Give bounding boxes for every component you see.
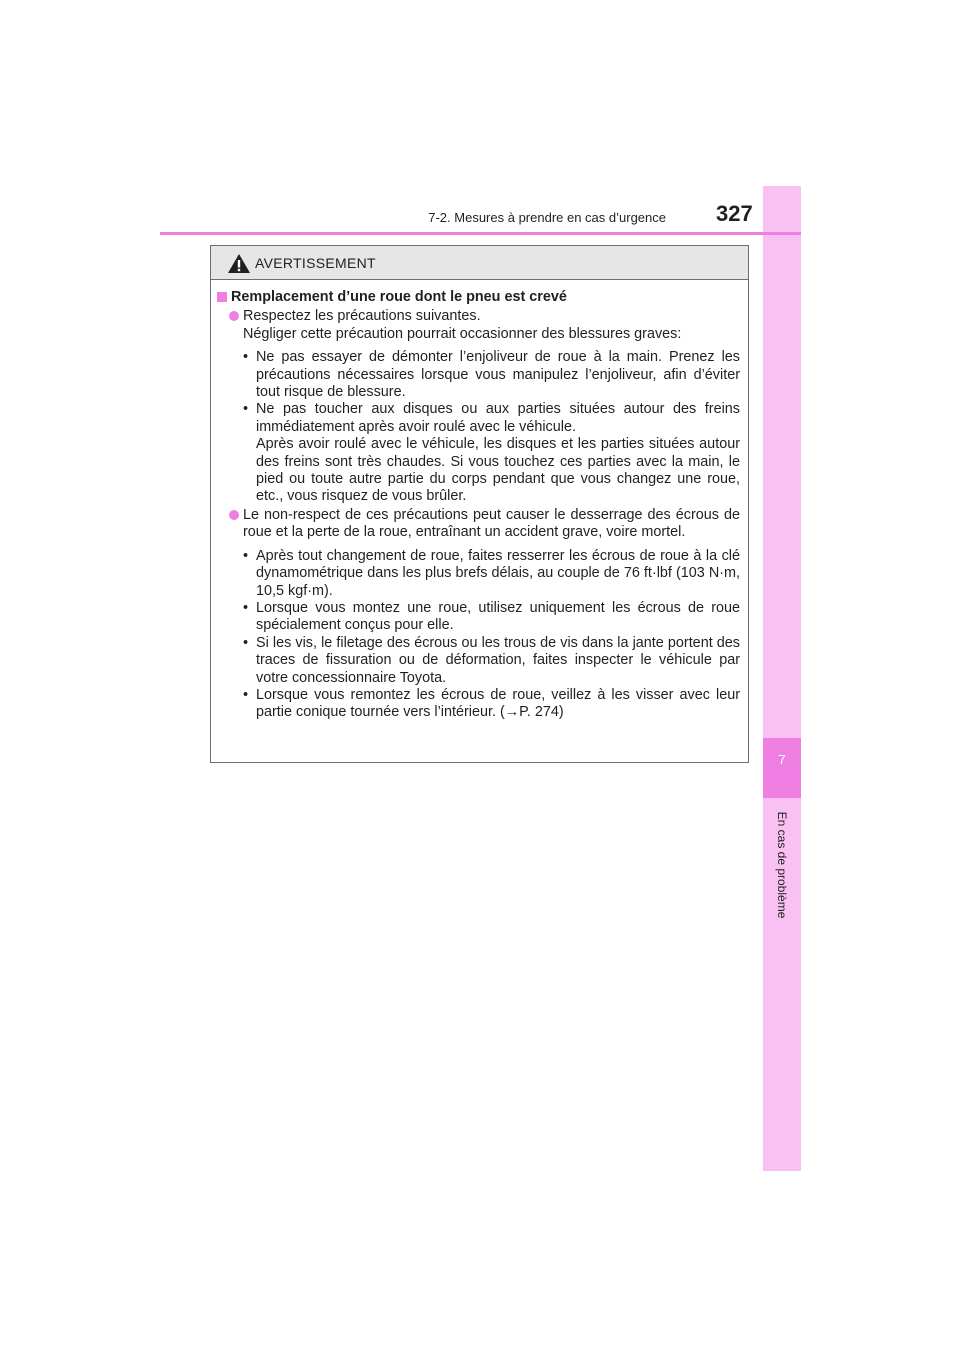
bullet-dot: • — [243, 634, 249, 651]
warning-triangle-icon — [227, 253, 251, 274]
list-item: • Après tout changement de roue, faites resserrer les écrous de roue à la clé dynamométrique dans les plus brefs délais, au couple de 76 ft·lbf (103 N·m, 10,5 kgf·m). — [243, 547, 740, 599]
bullet-list — [217, 349, 740, 506]
list-item-continuation: Après avoir roulé avec le véhicule, les disques et les parties situées autour des freins sont très chaudes. Si vous touchez ces parties avec la main, le pied ou toute autre partie du corps pendant que vous changez une roue, etc., vous risquez de vous brûler. — [256, 436, 740, 505]
bullet-dot: • — [243, 599, 249, 616]
warning-header — [211, 246, 748, 280]
chapter-label: En cas de problème — [775, 811, 789, 919]
warning-heading: Remplacement d’une roue dont le pneu est crevé — [217, 289, 740, 306]
section-title: 7-2. Mesures à prendre en cas d’urgence — [428, 210, 666, 225]
bullet-dot: • — [243, 686, 249, 703]
bullet-dot: • — [243, 401, 249, 418]
list-item: • Lorsque vous remontez les écrous de roue, veillez à les visser avec leur partie conique tournée vers l’intérieur. (→P. 274) — [243, 686, 740, 721]
list-item: • Ne pas toucher aux disques ou aux parties situées autour des freins immédiatement après avoir roulé avec le véhicule. — [243, 401, 740, 435]
warning-box — [210, 245, 749, 763]
bullet-dot: • — [243, 547, 249, 564]
chapter-number-tab — [763, 738, 801, 798]
round-bullet-icon — [229, 311, 239, 321]
point-item: Le non-respect de ces précautions peut causer le desserrage des écrous de roue et la perte de la roue, entraînant un accident grave, voire mortel. — [217, 507, 740, 542]
chapter-side-tab — [763, 186, 801, 1171]
page-number: 327 — [716, 201, 753, 226]
bullet-dot: • — [243, 349, 249, 366]
chapter-number: 7 — [778, 752, 786, 767]
list-item: • Si les vis, le filetage des écrous ou les trous de vis dans la jante portent des traces de fissuration ou de déformation, faites inspecter le véhicule par votre concessionnaire Toyota. — [243, 634, 740, 686]
warning-title: AVERTISSEMENT — [255, 255, 376, 271]
header-rule — [160, 232, 801, 235]
round-bullet-icon — [229, 510, 239, 520]
square-bullet-icon — [217, 292, 227, 302]
point-item: Respectez les précautions suivantes. Négliger cette précaution pourrait occasionner des blessures graves: — [217, 308, 740, 343]
list-item: • Ne pas essayer de démonter l’enjoliveur de roue à la main. Prenez les précautions nécessaires lorsque vous manipulez l’enjoliveur, afin d’éviter tout risque de blessure. — [243, 349, 740, 401]
warning-content — [211, 280, 748, 722]
bullet-list — [217, 548, 740, 722]
list-item: • Lorsque vous montez une roue, utilisez uniquement les écrous de roue spécialement conçus pour elle. — [243, 599, 740, 634]
